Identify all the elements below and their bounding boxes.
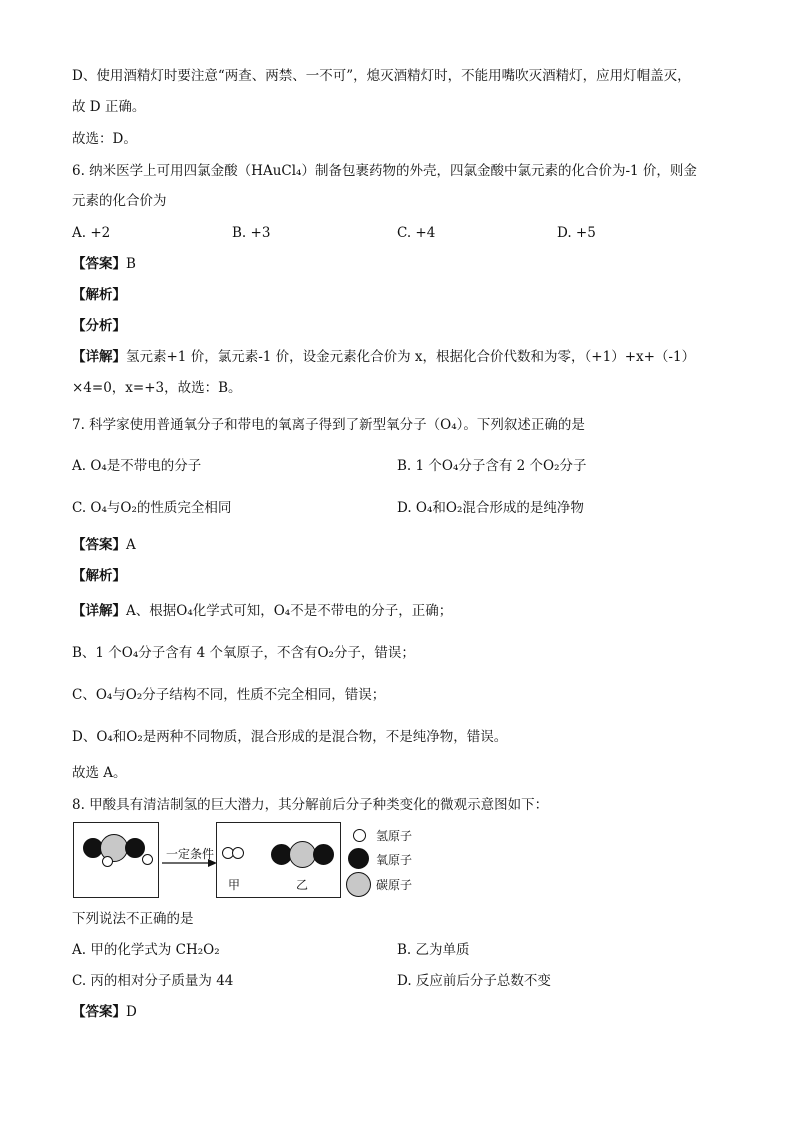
legend-hydrogen-label: 氢原子	[376, 829, 413, 843]
q7-conclusion: 故选 A。	[72, 765, 127, 781]
oxygen-legend-icon	[348, 848, 369, 869]
q7-detail-3: C、O₄与O₂分子结构不同，性质不完全相同，错误；	[72, 687, 386, 703]
text-line: 故 D 正确。	[72, 99, 146, 115]
hydrogen-atom	[232, 847, 244, 859]
hydrogen-atom	[142, 854, 153, 865]
legend-carbon-label: 碳原子	[376, 878, 413, 892]
oxygen-atom	[125, 838, 145, 858]
text-line: D、使用酒精灯时要注意“两查、两禁、一不可”，熄灭酒精灯时，不能用嘴吹灭酒精灯，应用灯帽盖灭，	[72, 68, 691, 84]
q7-jiexi: 【解析】	[72, 568, 126, 584]
q6-jiexi: 【解析】	[72, 287, 126, 303]
oxygen-atom	[313, 844, 334, 865]
q6-option-a: A. +2	[72, 225, 111, 241]
q6-answer: 【答案】B	[72, 256, 136, 272]
q8-option-c: C. 丙的相对分子质量为 44	[72, 973, 234, 989]
product-label-yi: 乙	[296, 878, 309, 892]
q6-option-b: B. +3	[232, 225, 271, 241]
q7-detail-1: 【详解】A、根据O₄化学式可知，O₄不是不带电的分子，正确；	[72, 603, 453, 619]
reaction-condition-label: 一定条件	[166, 847, 215, 861]
legend-oxygen-label: 氧原子	[376, 853, 413, 867]
q7-option-b: B. 1 个O₄分子含有 2 个O₂分子	[397, 458, 587, 474]
q6-detail-cont: ×4=0，x=+3，故选：B。	[72, 380, 242, 396]
q6-option-d: D. +5	[557, 225, 596, 241]
q8-option-d: D. 反应前后分子总数不变	[397, 973, 551, 989]
hydrogen-legend-icon	[353, 829, 366, 842]
product-label-jia: 甲	[228, 878, 241, 892]
q6-detail: 【详解】氢元素+1 价，氯元素-1 价，设金元素化合价为 x，根据化合价代数和为零，（+1）+x+（-1）	[72, 349, 696, 365]
q8-option-a: A. 甲的化学式为 CH₂O₂	[72, 942, 220, 958]
question-6-stem-cont: 元素的化合价为	[72, 193, 167, 209]
q7-detail-2: B、1 个O₄分子含有 4 个氧原子，不含有O₂分子，错误；	[72, 645, 415, 661]
q7-option-a: A. O₄是不带电的分子	[72, 458, 202, 474]
q8-option-b: B. 乙为单质	[397, 942, 470, 958]
reaction-arrow-icon	[160, 858, 218, 868]
q8-answer: 【答案】D	[72, 1004, 137, 1020]
q7-option-c: C. O₄与O₂的性质完全相同	[72, 500, 232, 516]
carbon-atom	[289, 841, 316, 868]
question-8-stem: 8. 甲酸具有清洁制氢的巨大潜力，其分解前后分子种类变化的微观示意图如下：	[72, 797, 549, 813]
q7-answer: 【答案】A	[72, 537, 136, 553]
q6-option-c: C. +4	[397, 225, 436, 241]
question-6-stem: 6. 纳米医学上可用四氯金酸（HAuCl₄）制备包裹药物的外壳，四氯金酸中氯元素的化合价为-1 价，则金	[72, 163, 697, 179]
text-line: 故选：D。	[72, 131, 137, 147]
carbon-legend-icon	[346, 872, 371, 897]
q8-question: 下列说法不正确的是	[72, 911, 194, 927]
q7-option-d: D. O₄和O₂混合形成的是纯净物	[397, 500, 584, 516]
q6-fenxi: 【分析】	[72, 318, 126, 334]
question-7-stem: 7. 科学家使用普通氧分子和带电的氧离子得到了新型氧分子（O₄）。下列叙述正确的是	[72, 417, 585, 433]
hydrogen-atom	[102, 856, 113, 867]
q7-detail-4: D、O₄和O₂是两种不同物质，混合形成的是混合物，不是纯净物，错误。	[72, 729, 508, 745]
